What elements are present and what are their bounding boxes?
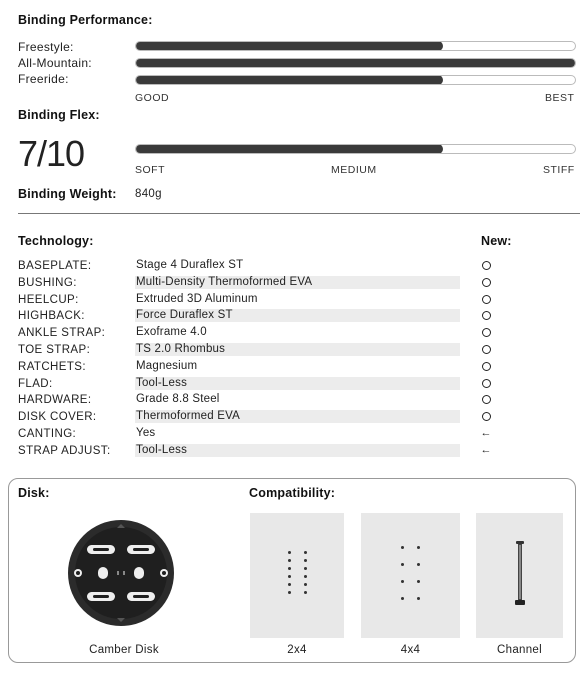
circle-icon — [480, 343, 492, 355]
technology-row — [18, 378, 578, 391]
circle-icon — [480, 326, 492, 338]
technology-row — [18, 411, 578, 424]
technology-row-label: TOE STRAP: — [18, 344, 91, 356]
technology-row — [18, 394, 578, 407]
new-heading: New: — [481, 234, 512, 248]
technology-row-value: Yes — [136, 427, 156, 439]
technology-row — [18, 361, 578, 374]
all-mountain-bar-fill — [136, 58, 575, 68]
weight-value: 840g — [135, 188, 162, 200]
technology-row-label: RATCHETS: — [18, 360, 86, 373]
arrow-left-icon: ← — [480, 427, 492, 439]
compat-tile-channel — [476, 513, 563, 638]
camber-disk-image — [67, 519, 175, 627]
technology-row-label: STRAP ADJUST: — [18, 444, 111, 457]
compat-tile-2x4 — [250, 513, 344, 638]
circle-icon — [480, 259, 492, 271]
circle-icon — [480, 360, 492, 372]
technology-row-label: HIGHBACK: — [18, 310, 85, 323]
technology-row-value: Extruded 3D Aluminum — [136, 292, 258, 305]
circle-icon — [480, 309, 492, 321]
freestyle-bar — [135, 41, 576, 51]
performance-heading: Binding Performance: — [18, 13, 153, 27]
technology-row-value: Thermoformed EVA — [135, 410, 460, 423]
circle-icon — [480, 393, 492, 405]
technology-row-label: BUSHING: — [18, 276, 77, 289]
arrow-left-icon: ← — [480, 443, 492, 456]
flex-scale-low: SOFT — [135, 164, 165, 176]
freestyle-label: Freestyle: — [18, 40, 74, 54]
compat-caption-4x4: 4x4 — [400, 644, 421, 656]
flex-heading: Binding Flex: — [18, 108, 100, 122]
all-mountain-label: All-Mountain: — [18, 56, 92, 70]
technology-row-value: Multi-Density Thermoformed EVA — [135, 276, 460, 289]
weight-heading: Binding Weight: — [18, 187, 117, 201]
disk-caption: Camber Disk — [89, 644, 159, 656]
technology-row-value: Tool-Less — [135, 444, 460, 457]
flex-scale-high: STIFF — [543, 164, 575, 176]
section-divider — [18, 213, 580, 214]
compat-caption-2x4: 2x4 — [287, 644, 307, 656]
technology-row — [18, 294, 578, 307]
channel-icon — [513, 541, 527, 607]
flex-scale-mid: MEDIUM — [331, 164, 377, 176]
technology-row — [18, 445, 578, 458]
technology-row-value: TS 2.0 Rhombus — [135, 343, 460, 356]
flex-bar-fill — [136, 144, 443, 154]
freeride-label: Freeride: — [18, 72, 69, 86]
flex-bar — [135, 144, 576, 154]
technology-row-label: FLAD: — [18, 377, 53, 390]
all-mountain-bar — [135, 58, 576, 68]
compat-caption-channel: Channel — [497, 644, 542, 656]
compatibility-heading: Compatibility: — [249, 486, 336, 500]
circle-icon — [480, 293, 492, 305]
technology-row-value: Tool-Less — [135, 377, 460, 390]
technology-row-label: HARDWARE: — [18, 394, 92, 407]
technology-row-value: Stage 4 Duraflex ST — [136, 259, 244, 271]
technology-row-label: HEELCUP: — [18, 293, 79, 306]
circle-icon — [480, 276, 492, 288]
circle-icon — [480, 410, 492, 422]
technology-row-label: CANTING: — [18, 428, 77, 440]
technology-row-value: Magnesium — [136, 359, 198, 372]
technology-row-value: Grade 8.8 Steel — [136, 393, 220, 406]
technology-row-value: Force Duraflex ST — [135, 309, 460, 322]
technology-row — [18, 428, 578, 441]
technology-row-label: ANKLE STRAP: — [18, 327, 106, 340]
compat-tile-4x4 — [361, 513, 460, 638]
performance-scale-high: BEST — [545, 92, 575, 104]
technology-row-label: DISK COVER: — [18, 411, 97, 424]
technology-row-value: Exoframe 4.0 — [136, 326, 207, 339]
disk-heading: Disk: — [18, 486, 50, 500]
technology-row — [18, 327, 578, 340]
circle-icon — [480, 377, 492, 389]
performance-scale-low: GOOD — [135, 92, 170, 104]
technology-row — [18, 277, 578, 290]
technology-row — [18, 344, 578, 357]
technology-row-label: BASEPLATE: — [18, 260, 92, 272]
technology-row — [18, 310, 578, 323]
flex-rating: 7/10 — [18, 133, 85, 174]
technology-row — [18, 260, 578, 273]
freestyle-bar-fill — [136, 41, 443, 51]
freeride-bar — [135, 75, 576, 85]
freeride-bar-fill — [136, 75, 443, 85]
technology-heading: Technology: — [18, 234, 94, 248]
